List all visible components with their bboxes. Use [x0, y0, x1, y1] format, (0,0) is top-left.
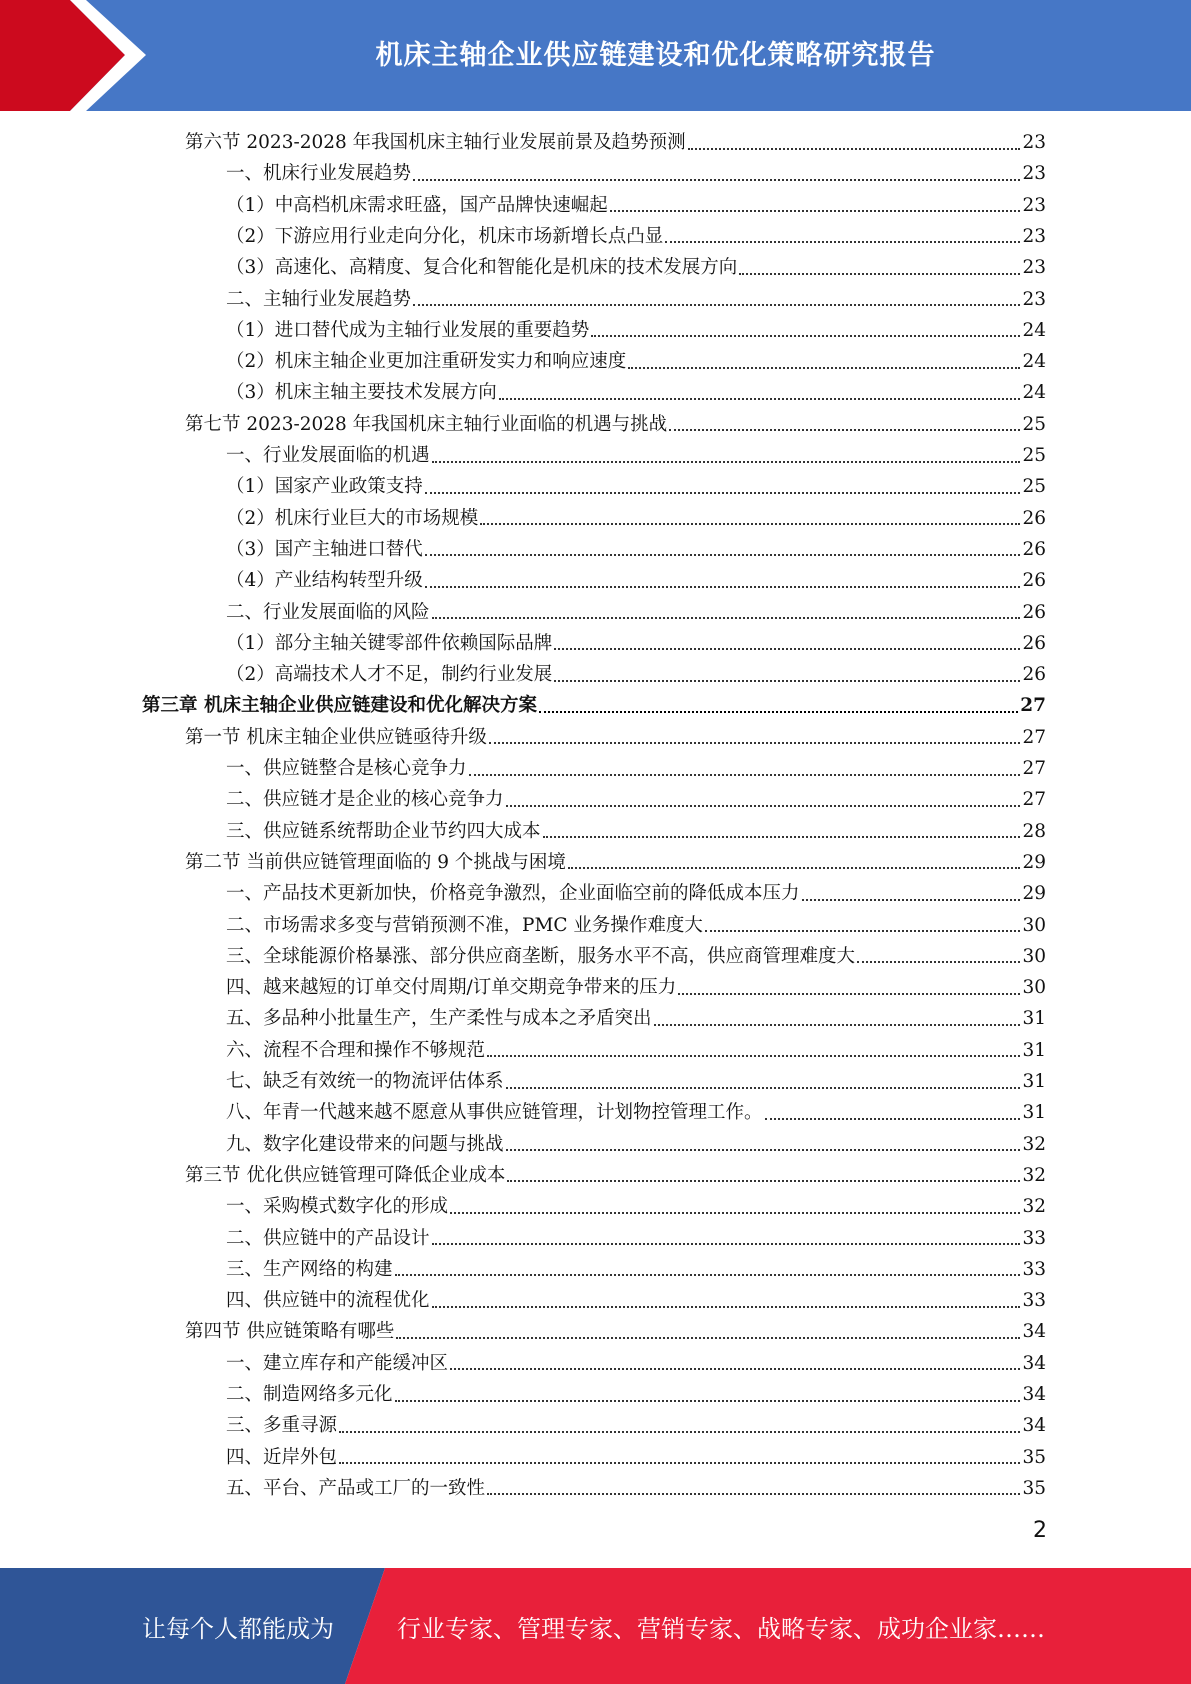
toc-entry-page: 32 — [1022, 1196, 1046, 1218]
toc-entry[interactable] — [185, 847, 1046, 878]
toc-dot-leader — [539, 693, 1018, 713]
toc-entry-label: 六、流程不合理和操作不够规范 — [226, 1039, 486, 1061]
toc-entry-page: 34 — [1022, 1321, 1046, 1343]
toc-entry-label: （2）机床行业巨大的市场规模 — [226, 507, 479, 529]
toc-entry-label: （1）部分主轴关键零部件依赖国际品牌 — [226, 632, 553, 654]
toc-entry-page: 33 — [1022, 1227, 1046, 1249]
toc-dot-leader — [705, 912, 1021, 932]
toc-entry-label: 一、产品技术更新加快，价格竞争激烈，企业面临空前的降低成本压力 — [226, 883, 800, 905]
toc-entry-label: 三、全球能源价格暴涨、部分供应商垄断，服务水平不高，供应商管理难度大 — [226, 945, 856, 967]
toc-dot-leader — [665, 223, 1020, 243]
toc-entry-label: 二、供应链中的产品设计 — [226, 1227, 430, 1249]
toc-entry[interactable] — [226, 1254, 1046, 1285]
toc-entry-page: 25 — [1022, 476, 1046, 498]
toc-dot-leader — [628, 349, 1020, 369]
toc-dot-leader — [506, 1131, 1021, 1151]
toc-dot-leader — [543, 818, 1021, 838]
toc-entry[interactable] — [226, 252, 1046, 283]
toc-entry[interactable] — [226, 659, 1046, 690]
toc-entry-page: 26 — [1022, 507, 1046, 529]
toc-entry[interactable] — [226, 158, 1046, 189]
toc-entry[interactable] — [226, 471, 1046, 502]
toc-entry[interactable] — [226, 221, 1046, 252]
footer-slogan-right: 行业专家、管理专家、营销专家、战略专家、成功企业家…… — [397, 1614, 1045, 1643]
toc-entry-label: 五、多品种小批量生产，生产柔性与成本之矛盾突出 — [226, 1008, 652, 1030]
toc-dot-leader — [339, 1413, 1020, 1433]
toc-entry-page: 31 — [1022, 1071, 1046, 1092]
toc-entry[interactable] — [226, 941, 1046, 972]
toc-entry-page: 33 — [1022, 1258, 1046, 1280]
toc-entry[interactable] — [185, 722, 1046, 753]
toc-entry-label: （2）机床主轴企业更加注重研发实力和响应速度 — [226, 351, 627, 373]
toc-entry-label: 一、行业发展面临的机遇 — [226, 445, 430, 466]
toc-dot-leader — [432, 1225, 1021, 1245]
toc-entry-label: （4）产业结构转型升级 — [226, 570, 423, 592]
toc-entry-label: 五、平台、产品或工厂的一致性 — [226, 1477, 486, 1499]
toc-dot-leader — [765, 1100, 1021, 1120]
toc-entry[interactable] — [226, 1035, 1046, 1066]
toc-entry[interactable] — [226, 878, 1046, 909]
toc-entry[interactable] — [226, 597, 1046, 628]
toc-entry[interactable] — [226, 1066, 1046, 1097]
toc-entry-page: 30 — [1022, 914, 1046, 936]
toc-entry[interactable] — [226, 1223, 1046, 1254]
toc-entry-label: 第六节 2023-2028 年我国机床主轴行业发展前景及趋势预测 — [185, 132, 686, 153]
toc-entry[interactable] — [226, 1473, 1046, 1504]
toc-entry[interactable] — [226, 190, 1046, 221]
toc-entry[interactable] — [226, 1442, 1046, 1473]
toc-dot-leader — [425, 474, 1021, 494]
toc-dot-leader — [395, 1256, 1021, 1276]
toc-entry[interactable] — [226, 628, 1046, 659]
toc-entry[interactable] — [226, 377, 1046, 408]
toc-entry-page: 27 — [1022, 726, 1046, 748]
toc-dot-leader — [425, 536, 1021, 556]
toc-entry-label: 一、机床行业发展趋势 — [226, 163, 412, 185]
toc-entry-page: 25 — [1022, 413, 1046, 435]
toc-entry-page: 23 — [1022, 257, 1046, 279]
toc-entry-label: 第一节 机床主轴企业供应链亟待升级 — [185, 726, 487, 748]
toc-entry-page: 34 — [1022, 1415, 1046, 1437]
toc-dot-leader — [610, 192, 1021, 212]
toc-entry[interactable] — [226, 784, 1046, 815]
toc-entry[interactable] — [185, 127, 1046, 158]
toc-entry-page: 23 — [1022, 132, 1046, 153]
toc-entry-page: 24 — [1022, 382, 1046, 404]
toc-entry-label: 二、供应链才是企业的核心竞争力 — [226, 789, 504, 811]
toc-entry-page: 26 — [1022, 664, 1046, 686]
page-header — [0, 0, 1191, 111]
toc-dot-leader — [669, 411, 1020, 431]
toc-entry-page: 26 — [1022, 632, 1046, 654]
toc-entry[interactable] — [185, 409, 1046, 440]
toc-entry-label: （3）国产主轴进口替代 — [226, 538, 423, 560]
toc-dot-leader — [396, 1319, 1020, 1339]
toc-entry-page: 27 — [1020, 695, 1046, 717]
toc-entry[interactable] — [226, 565, 1046, 596]
toc-dot-leader — [450, 1350, 1020, 1370]
toc-entry-page: 26 — [1022, 601, 1046, 623]
toc-entry-page: 25 — [1022, 445, 1046, 466]
toc-entry-page: 32 — [1022, 1133, 1046, 1155]
toc-entry-label: 三、多重寻源 — [226, 1415, 338, 1437]
toc-entry-page: 31 — [1022, 1008, 1046, 1030]
toc-entry-label: 第三节 优化供应链管理可降低企业成本 — [185, 1164, 506, 1186]
toc-dot-leader — [507, 1162, 1020, 1182]
page-number: 2 — [1033, 1518, 1047, 1543]
toc-entry-page: 23 — [1022, 163, 1046, 185]
header-chevron-decoration — [0, 0, 170, 111]
toc-entry[interactable] — [226, 1097, 1046, 1128]
toc-entry-page: 24 — [1022, 351, 1046, 373]
toc-entry-page: 29 — [1022, 851, 1046, 873]
toc-dot-leader — [688, 130, 1021, 150]
toc-dot-leader — [489, 724, 1021, 744]
toc-entry[interactable] — [226, 1285, 1046, 1316]
toc-dot-leader — [432, 443, 1021, 463]
toc-dot-leader — [432, 599, 1021, 619]
toc-entry-page: 34 — [1022, 1384, 1046, 1405]
toc-entry-label: 三、生产网络的构建 — [226, 1258, 393, 1280]
toc-entry-label: 第三章 机床主轴企业供应链建设和优化解决方案 — [142, 695, 537, 717]
toc-dot-leader — [857, 943, 1020, 963]
toc-entry[interactable] — [142, 690, 1046, 721]
toc-entry-page: 35 — [1022, 1477, 1046, 1499]
toc-entry[interactable] — [226, 910, 1046, 941]
toc-dot-leader — [487, 1475, 1020, 1495]
toc-dot-leader — [469, 756, 1021, 776]
toc-entry-page: 28 — [1022, 820, 1046, 842]
toc-entry-label: （2）下游应用行业走向分化，机床市场新增长点凸显 — [226, 225, 664, 247]
toc-dot-leader — [654, 1006, 1021, 1026]
toc-entry[interactable] — [226, 1379, 1046, 1410]
toc-entry[interactable] — [226, 534, 1046, 565]
toc-entry-label: （1）进口替代成为主轴行业发展的重要趋势 — [226, 319, 590, 341]
toc-dot-leader — [425, 568, 1021, 588]
toc-entry-label: 八、年青一代越来越不愿意从事供应链管理，计划物控管理工作。 — [226, 1102, 763, 1124]
toc-entry[interactable] — [226, 1191, 1046, 1222]
toc-dot-leader — [450, 1194, 1020, 1214]
toc-entry-page: 30 — [1022, 945, 1046, 967]
toc-entry[interactable] — [226, 503, 1046, 534]
toc-entry[interactable] — [226, 1348, 1046, 1379]
toc-entry-page: 34 — [1022, 1352, 1046, 1374]
toc-entry-page: 26 — [1022, 570, 1046, 592]
toc-dot-leader — [432, 1288, 1021, 1308]
toc-entry-page: 27 — [1022, 789, 1046, 811]
toc-entry-page: 30 — [1022, 977, 1046, 999]
toc-entry-page: 35 — [1022, 1446, 1046, 1468]
toc-entry[interactable] — [226, 440, 1046, 471]
toc-dot-leader — [413, 161, 1020, 181]
toc-entry-label: 一、采购模式数字化的形成 — [226, 1196, 449, 1218]
toc-entry-page: 27 — [1022, 758, 1046, 779]
toc-entry[interactable] — [226, 1410, 1046, 1441]
toc-entry-page: 31 — [1022, 1102, 1046, 1124]
toc-entry[interactable] — [226, 284, 1046, 315]
toc-dot-leader — [506, 787, 1021, 807]
toc-entry-page: 23 — [1022, 225, 1046, 247]
toc-entry-label: （1）中高档机床需求旺盛，国产品牌快速崛起 — [226, 194, 608, 216]
toc-entry-label: （1）国家产业政策支持 — [226, 476, 423, 498]
toc-entry-page: 24 — [1022, 319, 1046, 341]
toc-entry-label: 四、近岸外包 — [226, 1446, 338, 1468]
toc-entry[interactable] — [185, 1316, 1046, 1347]
toc-dot-leader — [554, 662, 1020, 682]
toc-entry-label: 四、供应链中的流程优化 — [226, 1290, 430, 1312]
report-title: 机床主轴企业供应链建设和优化策略研究报告 — [375, 39, 936, 71]
toc-entry[interactable] — [226, 753, 1046, 784]
toc-entry-label: （2）高端技术人才不足，制约行业发展 — [226, 664, 553, 686]
toc-entry[interactable] — [226, 346, 1046, 377]
toc-dot-leader — [506, 1069, 1021, 1089]
toc-entry-label: 第四节 供应链策略有哪些 — [185, 1321, 395, 1343]
toc-dot-leader — [499, 380, 1021, 400]
toc-dot-leader — [568, 849, 1021, 869]
toc-entry-label: 九、数字化建设带来的问题与挑战 — [226, 1133, 504, 1155]
page-footer — [0, 1568, 1191, 1684]
toc-dot-leader — [591, 317, 1020, 337]
toc-entry[interactable] — [185, 1160, 1046, 1191]
toc-entry-label: 七、缺乏有效统一的物流评估体系 — [226, 1071, 504, 1092]
toc-dot-leader — [413, 286, 1020, 306]
toc-entry-label: 二、市场需求多变与营销预测不准，PMC 业务操作难度大 — [226, 914, 703, 936]
toc-entry[interactable] — [226, 315, 1046, 346]
toc-dot-leader — [480, 505, 1020, 525]
toc-entry-page: 26 — [1022, 538, 1046, 560]
toc-entry-label: （3）高速化、高精度、复合化和智能化是机床的技术发展方向 — [226, 257, 738, 279]
toc-dot-leader — [802, 881, 1021, 901]
toc-entry[interactable] — [226, 1129, 1046, 1160]
toc-entry-page: 31 — [1022, 1039, 1046, 1061]
toc-entry-page: 29 — [1022, 883, 1046, 905]
toc-entry[interactable] — [226, 1003, 1046, 1034]
toc-entry-label: 第二节 当前供应链管理面临的 9 个挑战与困境 — [185, 851, 566, 873]
toc-entry-label: 一、建立库存和产能缓冲区 — [226, 1352, 449, 1374]
toc-entry-label: （3）机床主轴主要技术发展方向 — [226, 382, 497, 404]
toc-dot-leader — [739, 255, 1020, 275]
toc-entry-label: 第七节 2023-2028 年我国机床主轴行业面临的机遇与挑战 — [185, 413, 668, 435]
toc-entry-label: 三、供应链系统帮助企业节约四大成本 — [226, 820, 541, 842]
toc-dot-leader — [395, 1382, 1021, 1402]
toc-entry-page: 32 — [1022, 1164, 1046, 1186]
toc-entry-page: 23 — [1022, 288, 1046, 310]
toc-entry-page: 23 — [1022, 194, 1046, 216]
toc-entry-label: 二、制造网络多元化 — [226, 1384, 393, 1405]
toc-entry[interactable] — [226, 972, 1046, 1003]
toc-entry-label: 二、行业发展面临的风险 — [226, 601, 430, 623]
toc-entry-label: 一、供应链整合是核心竞争力 — [226, 758, 467, 779]
toc-entry-label: 四、越来越短的订单交付周期/订单交期竞争带来的压力 — [226, 977, 677, 999]
toc-dot-leader — [339, 1444, 1020, 1464]
toc-dot-leader — [678, 975, 1020, 995]
toc-entry[interactable] — [226, 816, 1046, 847]
toc-dot-leader — [487, 1037, 1020, 1057]
toc-dot-leader — [554, 630, 1020, 650]
toc-entry-page: 33 — [1022, 1290, 1046, 1312]
footer-slogan-left: 让每个人都能成为 — [142, 1614, 334, 1643]
toc-entry-label: 二、主轴行业发展趋势 — [226, 288, 412, 310]
